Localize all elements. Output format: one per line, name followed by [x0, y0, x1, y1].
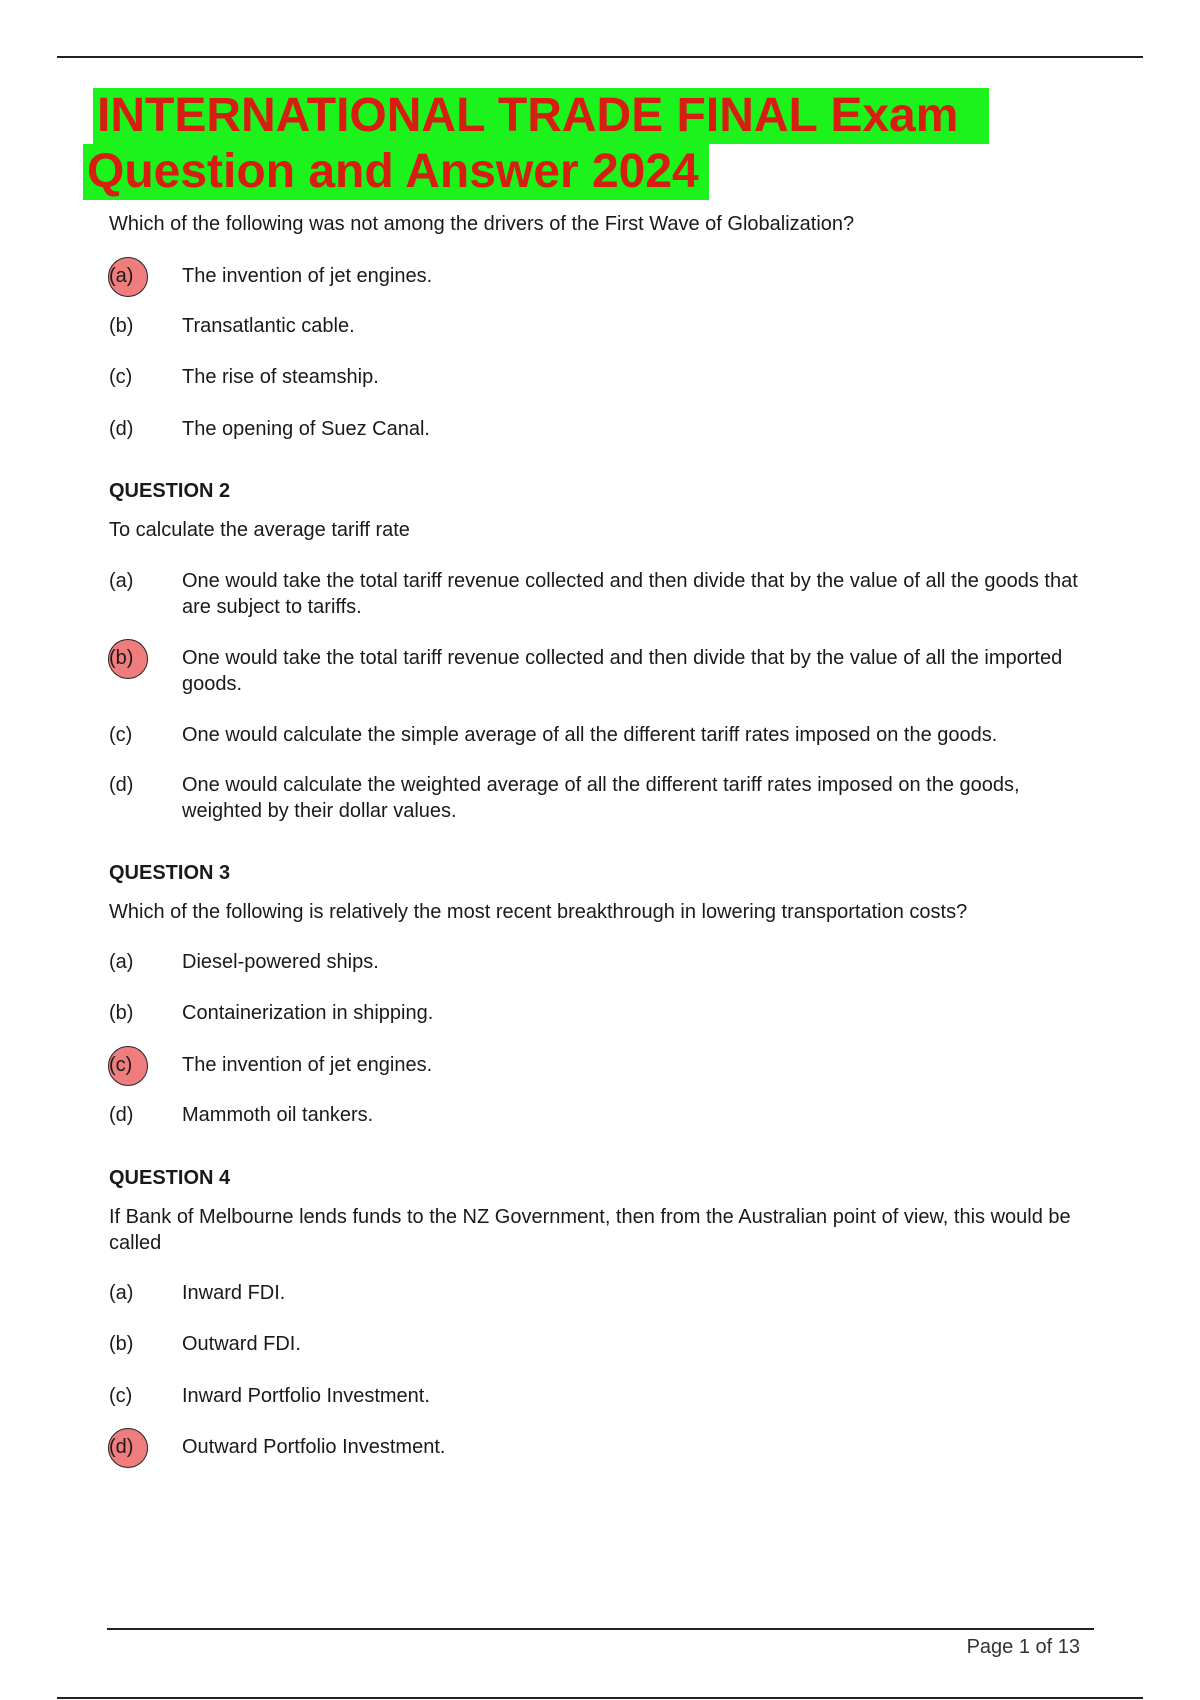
top-divider — [57, 56, 1143, 58]
option-label: (b) — [109, 315, 134, 337]
option-label: (c) — [109, 1385, 133, 1407]
option-label: (b) — [109, 1002, 134, 1024]
question-3-text: Which of the following is relatively the most recent breakthrough in lowering transportation costs? — [109, 901, 968, 923]
document-title-line-1: INTERNATIONAL TRADE FINAL Exam — [93, 88, 989, 144]
option-text: The invention of jet engines. — [182, 1054, 433, 1076]
option-text: Diesel-powered ships. — [182, 951, 379, 973]
option-label: (c) — [109, 724, 133, 746]
bottom-divider — [57, 1697, 1143, 1699]
option-label: (a) — [109, 1282, 134, 1304]
option-text: Outward FDI. — [182, 1333, 301, 1355]
option-text: The opening of Suez Canal. — [182, 418, 430, 440]
page-number: Page 1 of 13 — [966, 1636, 1080, 1658]
option-text: One would take the total tariff revenue collected and then divide that by the value of all the imported goods. — [182, 647, 1063, 695]
question-2-text: To calculate the average tariff rate — [109, 519, 410, 541]
option-text: Transatlantic cable. — [182, 315, 355, 337]
option-text: One would calculate the simple average of all the different tariff rates imposed on the goods. — [182, 724, 998, 746]
option-text: The invention of jet engines. — [182, 265, 433, 287]
option-text: Containerization in shipping. — [182, 1002, 434, 1024]
option-label: (a) — [109, 951, 134, 973]
option-text: Mammoth oil tankers. — [182, 1104, 374, 1126]
option-label: (d) — [109, 1434, 149, 1460]
option-text: One would calculate the weighted average of all the different tariff rates imposed on the goods, weighted by their dollar values. — [182, 774, 1020, 822]
question-4-text: If Bank of Melbourne lends funds to the NZ Government, then from the Australian point of view, this would be called — [109, 1206, 1071, 1254]
document-title-line-2: Question and Answer 2024 — [83, 144, 709, 200]
option-text: The rise of steamship. — [182, 366, 379, 388]
option-text: One would take the total tariff revenue collected and then divide that by the value of all the goods that are subject to tariffs. — [182, 570, 1078, 618]
option-label: (c) — [109, 1052, 149, 1078]
option-text: Outward Portfolio Investment. — [182, 1436, 446, 1458]
question-1-text: Which of the following was not among the drivers of the First Wave of Globalization? — [109, 213, 855, 235]
option-text: Inward FDI. — [182, 1282, 286, 1304]
option-label: (d) — [109, 1104, 134, 1126]
question-4-heading: QUESTION 4 — [109, 1167, 231, 1189]
option-label: (b) — [109, 1333, 134, 1355]
option-text: Inward Portfolio Investment. — [182, 1385, 430, 1407]
footer-divider — [107, 1628, 1094, 1630]
option-label: (a) — [109, 570, 134, 592]
question-2-heading: QUESTION 2 — [109, 480, 231, 502]
option-label: (c) — [109, 366, 133, 388]
option-label: (b) — [109, 645, 149, 671]
option-label: (d) — [109, 774, 134, 796]
option-label: (a) — [109, 263, 149, 289]
option-label: (d) — [109, 418, 134, 440]
question-3-heading: QUESTION 3 — [109, 862, 231, 884]
